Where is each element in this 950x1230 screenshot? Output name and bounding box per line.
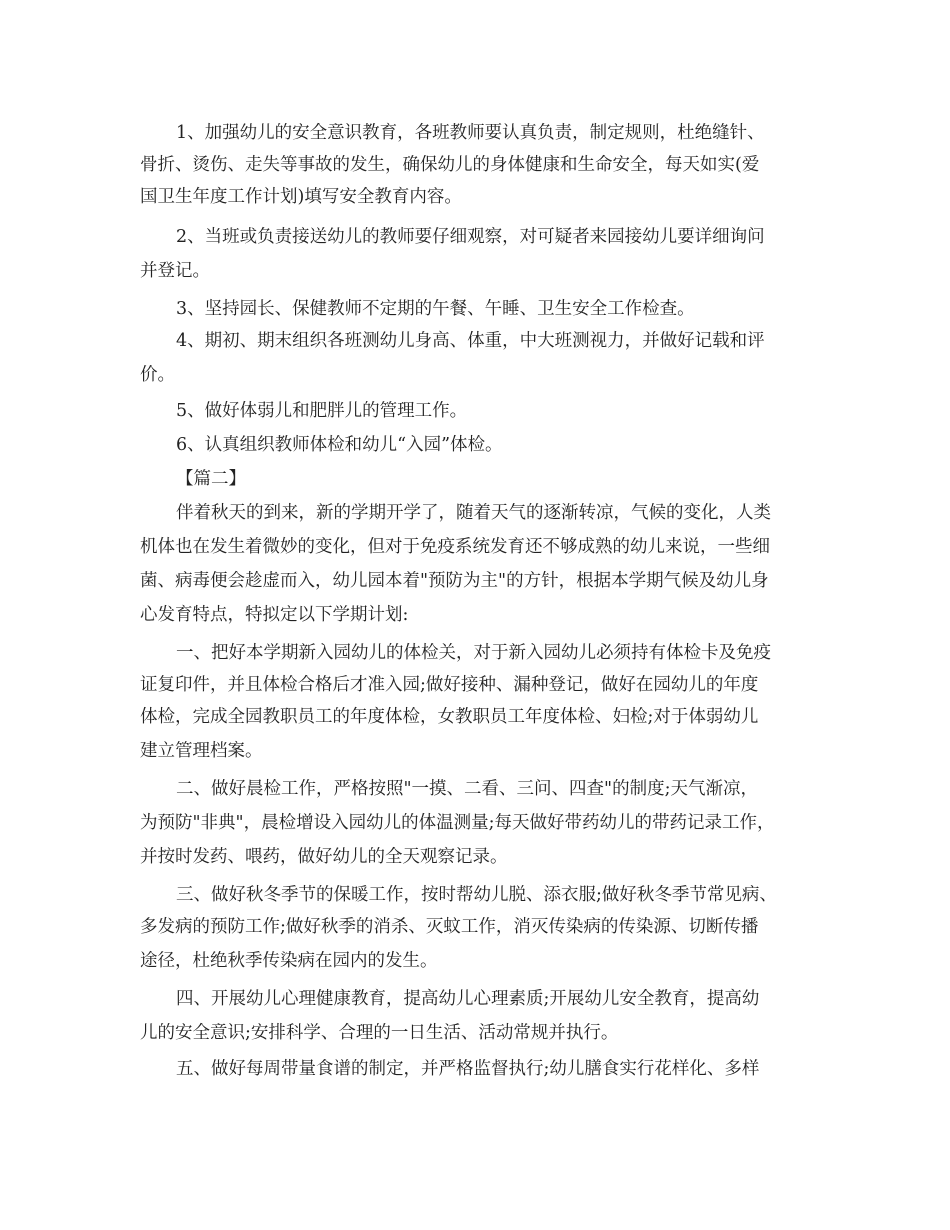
- line-text: 心发育特点，特拟定以下学期计划:: [140, 605, 409, 625]
- text-line: [0, 636, 950, 670]
- line-text: 菌、病毒便会趁虚而入，幼儿园本着"预防为主"的方针，根据本学期气候及幼儿身: [140, 571, 769, 591]
- line-text: 机体也在发生着微妙的变化，但对于免疫系统发育还不够成熟的幼儿来说，一些细: [140, 537, 770, 557]
- text-line: [0, 358, 950, 392]
- text-line: [0, 530, 950, 564]
- text-line: [0, 1016, 950, 1050]
- line-text: 体检，完成全园教职员工的年度体检，女教职员工年度体检、妇检;对于体弱幼儿: [140, 707, 759, 727]
- text-line: [0, 598, 950, 632]
- line-text: 骨折、烫伤、走失等事故的发生，确保幼儿的身体健康和生命安全，每天如实(爱: [140, 155, 760, 175]
- line-text: 途径，杜绝秋季传染病在园内的发生。: [140, 951, 438, 971]
- text-line: [0, 292, 950, 326]
- text-line: [0, 772, 950, 806]
- line-text: 2、当班或负责接送幼儿的教师要仔细观察，对可疑者来园接幼儿要详细询问: [176, 227, 765, 247]
- line-text: 4、期初、期末组织各班测幼儿身高、体重，中大班测视力，并做好记载和评: [176, 331, 765, 351]
- line-text: 五、做好每周带量食谱的制定，并严格监督执行;幼儿膳食实行花样化、多样: [176, 1059, 760, 1079]
- text-line: [0, 806, 950, 840]
- text-line: [0, 428, 950, 462]
- line-text: 5、做好体弱儿和肥胖儿的管理工作。: [176, 401, 468, 421]
- text-line: [0, 324, 950, 358]
- text-line: [0, 944, 950, 978]
- text-line: [0, 734, 950, 768]
- text-line: [0, 394, 950, 428]
- text-line: [0, 668, 950, 702]
- text-line: [0, 254, 950, 288]
- line-text: 二、做好晨检工作，严格按照"一摸、二看、三问、四查"的制度;天气渐凉，: [176, 779, 758, 799]
- text-line: [0, 564, 950, 598]
- text-line: [0, 878, 950, 912]
- line-text: 3、坚持园长、保健教师不定期的午餐、午睡、卫生安全工作检查。: [176, 299, 695, 319]
- line-text: 1、加强幼儿的安全意识教育，各班教师要认真负责，制定规则，杜绝缝针、: [176, 123, 765, 143]
- line-text: 儿的安全意识;安排科学、合理的一日生活、活动常规并执行。: [140, 1023, 619, 1043]
- line-text: 6、认真组织教师体检和幼儿“入园”体检。: [176, 435, 503, 455]
- line-text: 为预防"非典"，晨检增设入园幼儿的体温测量;每天做好带药幼儿的带药记录工作，: [140, 813, 775, 833]
- line-text: 价。: [140, 365, 175, 385]
- text-line: [0, 910, 950, 944]
- line-text: 并按时发药、喂药，做好幼儿的全天观察记录。: [140, 847, 508, 867]
- text-line: [0, 180, 950, 214]
- text-line: [0, 496, 950, 530]
- line-text: 伴着秋天的到来，新的学期开学了，随着天气的逐渐转凉，气候的变化，人类: [176, 503, 771, 523]
- text-line: [0, 700, 950, 734]
- line-text: 建立管理档案。: [140, 741, 263, 761]
- text-line: [0, 840, 950, 874]
- text-line: [0, 220, 950, 254]
- text-line: [0, 116, 950, 150]
- text-line: [0, 1052, 950, 1086]
- section-heading: [0, 462, 950, 496]
- line-text: 并登记。: [140, 261, 210, 281]
- line-text: 多发病的预防工作;做好秋季的消杀、灭蚊工作，消灭传染病的传染源、切断传播: [140, 917, 759, 937]
- text-line: [0, 982, 950, 1016]
- text-line: [0, 148, 950, 182]
- line-text: 国卫生年度工作计划)填写安全教育内容。: [140, 187, 462, 207]
- line-text: 证复印件，并且体检合格后才准入园;做好接种、漏种登记，做好在园幼儿的年度: [140, 675, 759, 695]
- line-text: 三、做好秋冬季节的保暖工作，按时帮幼儿脱、添衣服;做好秋冬季节常见病、: [176, 885, 777, 905]
- line-text: 四、开展幼儿心理健康教育，提高幼儿心理素质;开展幼儿安全教育，提高幼: [176, 989, 760, 1009]
- line-text: 一、把好本学期新入园幼儿的体检关，对于新入园幼儿必须持有体检卡及免疫: [176, 643, 771, 663]
- section-heading-text: 【篇二】: [176, 469, 246, 489]
